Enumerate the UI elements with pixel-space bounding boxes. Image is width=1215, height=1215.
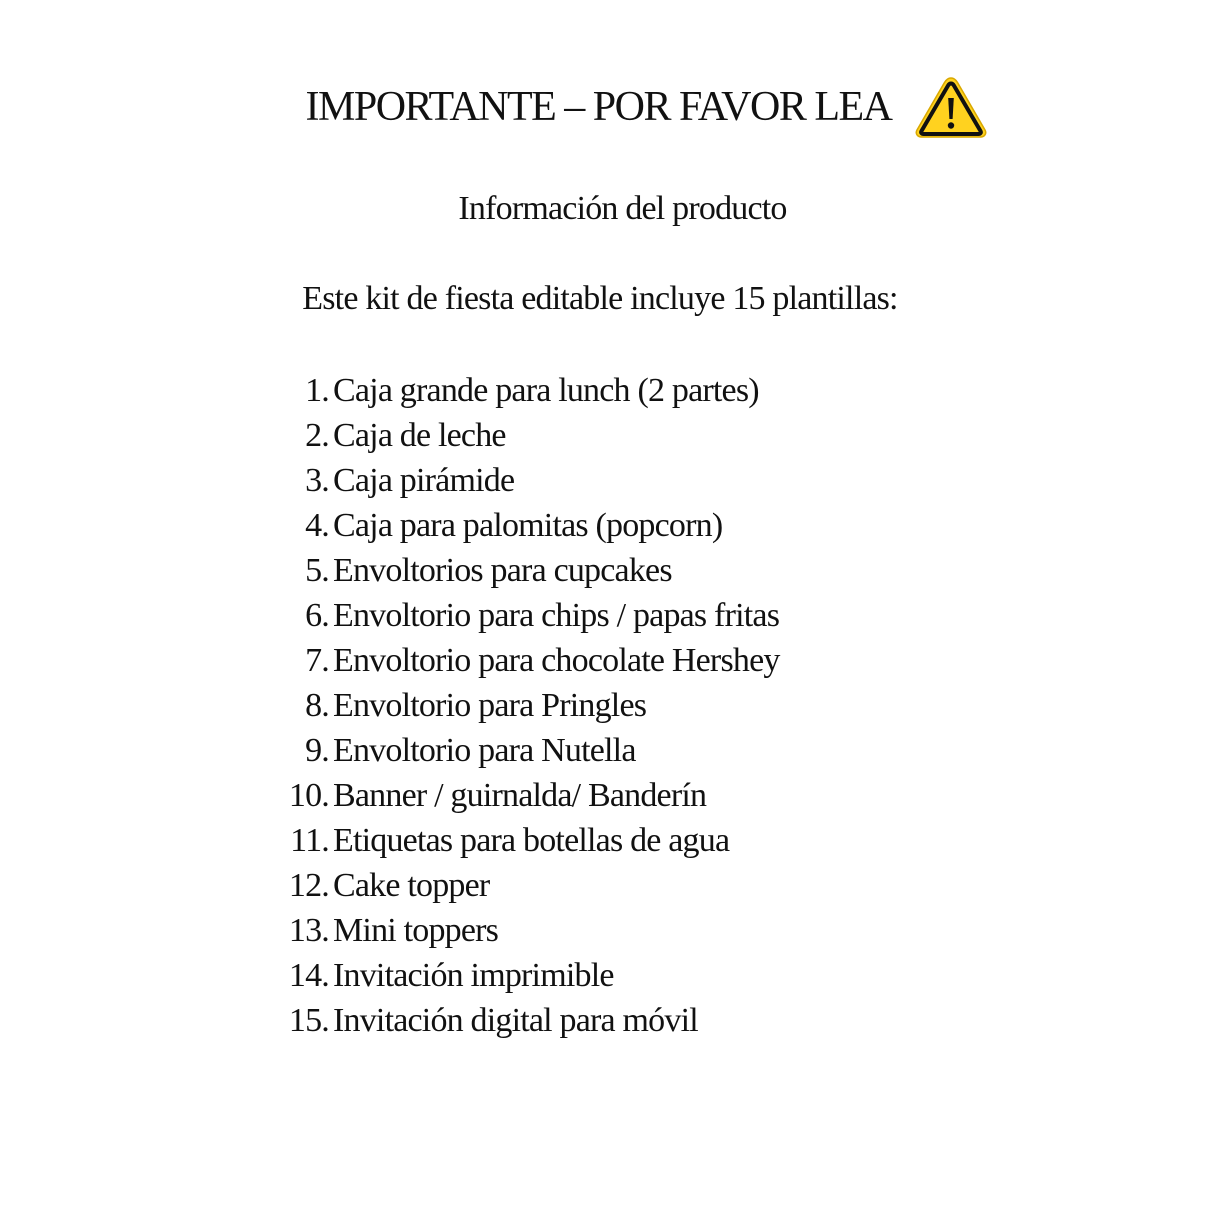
list-item	[0, 998, 1215, 1043]
list-item-text: Envoltorio para chips / papas fritas	[333, 597, 780, 634]
title-row	[0, 72, 1215, 142]
list-item	[0, 458, 1215, 503]
list-item	[0, 908, 1215, 953]
list-item-text: Envoltorio para chocolate Hershey	[333, 642, 780, 679]
list-item	[0, 368, 1215, 413]
list-item-number: 3.	[305, 462, 329, 499]
warning-icon	[913, 74, 989, 140]
list-item-text: Envoltorio para Nutella	[333, 732, 636, 769]
template-list	[0, 368, 1215, 1043]
list-item	[0, 638, 1215, 683]
list-item-text: Caja grande para lunch (2 partes)	[333, 372, 759, 409]
list-item-text: Etiquetas para botellas de agua	[333, 822, 730, 859]
list-item-number: 6.	[305, 597, 329, 634]
list-item-number: 9.	[305, 732, 329, 769]
list-item-text: Mini toppers	[333, 912, 499, 949]
product-info-heading: Información del producto	[458, 190, 787, 227]
list-item-text: Caja para palomitas (popcorn)	[333, 507, 723, 544]
page-title: IMPORTANTE – POR FAVOR LEA	[305, 84, 892, 130]
list-item	[0, 728, 1215, 773]
list-item-number: 14.	[288, 957, 329, 994]
list-item-number: 15.	[288, 1002, 329, 1039]
list-item-text: Cake topper	[333, 867, 490, 904]
list-item	[0, 773, 1215, 818]
list-item-text: Envoltorio para Pringles	[333, 687, 647, 724]
list-item-text: Banner / guirnalda/ Banderín	[333, 777, 707, 814]
list-item-number: 11.	[290, 822, 329, 859]
list-item-text: Envoltorios para cupcakes	[333, 552, 672, 589]
list-item-number: 1.	[305, 372, 329, 409]
list-item-text: Invitación digital para móvil	[333, 1002, 698, 1039]
list-item-text: Caja de leche	[333, 417, 506, 454]
list-item	[0, 683, 1215, 728]
list-item	[0, 863, 1215, 908]
list-item-number: 5.	[305, 552, 329, 589]
list-item-number: 13.	[288, 912, 329, 949]
list-item-text: Caja pirámide	[333, 462, 515, 499]
list-item-text: Invitación imprimible	[333, 957, 614, 994]
list-item	[0, 953, 1215, 998]
list-item-number: 7.	[305, 642, 329, 679]
list-item-number: 12.	[288, 867, 329, 904]
list-item	[0, 818, 1215, 863]
list-item-number: 4.	[305, 507, 329, 544]
kit-intro-text: Este kit de fiesta editable incluye 15 plantillas:	[302, 280, 898, 317]
list-item	[0, 548, 1215, 593]
list-item	[0, 593, 1215, 638]
list-item-number: 10.	[288, 777, 329, 814]
list-item-number: 8.	[305, 687, 329, 724]
list-item-number: 2.	[305, 417, 329, 454]
list-item	[0, 413, 1215, 458]
list-item	[0, 503, 1215, 548]
